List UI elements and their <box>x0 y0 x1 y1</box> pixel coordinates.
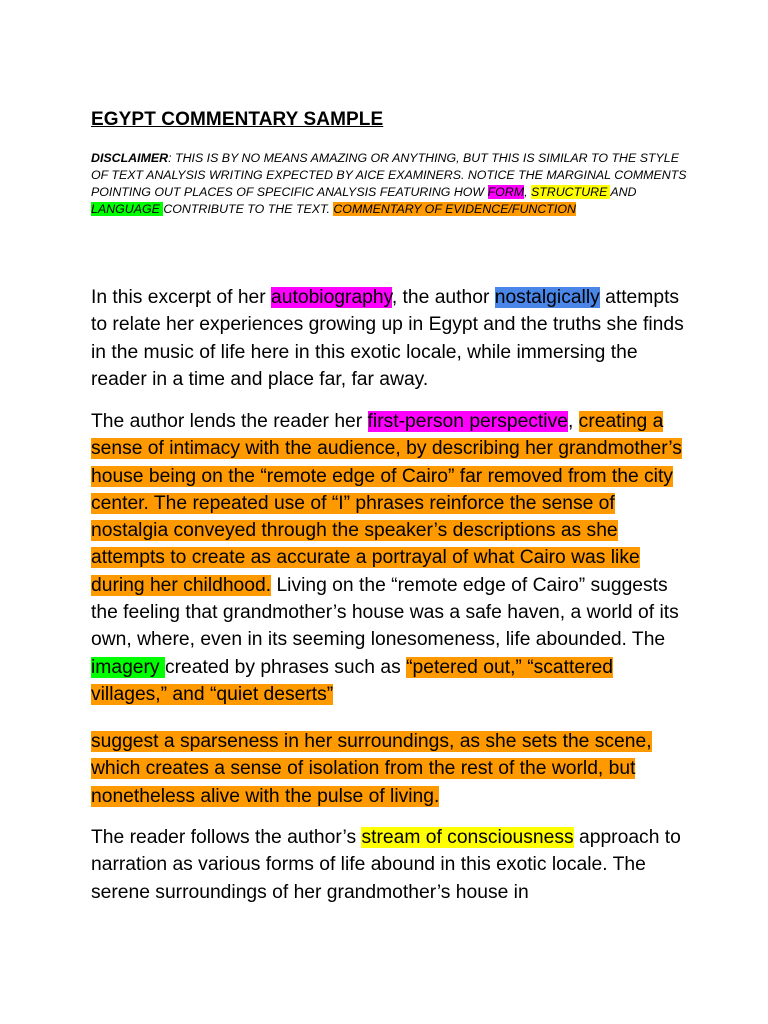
p2-text-a: The author lends the reader her <box>91 411 368 432</box>
disclaimer-text: : THIS IS BY NO MEANS AMAZING OR ANYTHING, BUT THIS IS SIMILAR TO THE STYLE OF TEXT ANALYSIS WRITING EXPECTED BY AICE EXAMINERS. NOTICE THE MARGINAL COMMENTS POINTING OUT PLACES OF SPECIFIC ANALYSIS FEATURING HOW <box>91 151 687 199</box>
p1-text-c: attempts to relate her experiences growing up in Egypt and the truths she finds in the music of life here in this exotic locale, while immersing the reader in a time and place far, far away. <box>91 287 684 390</box>
disclaimer-text-2: CONTRIBUTE TO THE TEXT. <box>163 202 334 216</box>
p2-text-b: , <box>567 411 579 432</box>
highlight-stream: stream of consciousness <box>361 827 574 848</box>
paragraph-4 <box>91 824 691 906</box>
highlight-form: FORM <box>487 185 525 199</box>
p2-text-d: created by phrases such as <box>164 656 407 678</box>
paragraph-2 <box>91 408 691 708</box>
highlight-quotes: “petered out,” “scattered villages,” and “quiet deserts” <box>91 656 613 705</box>
p2-text-c: Living on the “remote edge of Cairo” suggests the feeling that grandmother’s house was a safe haven, a world of its own, where, even in its seeming lonesomeness, life abounded. The <box>91 574 679 651</box>
p4-text-b: approach to narration as various forms of life abound in this exotic locale. The serene surroundings of her grandmother’s house in <box>91 827 681 903</box>
p4-text-a: The reader follows the author’s <box>91 827 362 848</box>
p1-text-b: , the author <box>391 287 495 308</box>
highlight-perspective: first-person perspective <box>367 411 568 432</box>
disclaimer-sep: , <box>524 185 531 199</box>
highlight-imagery: imagery <box>91 656 165 678</box>
highlight-autobiography: autobiography <box>271 287 392 308</box>
paragraph-1 <box>91 284 691 393</box>
highlight-commentary: COMMENTARY OF EVIDENCE/FUNCTION <box>333 202 576 216</box>
disclaimer-lead: DISCLAIMER <box>91 151 169 165</box>
p1-text-a: In this excerpt of her <box>91 287 272 308</box>
highlight-structure: STRUCTURE <box>530 185 611 199</box>
highlight-nostalgically: nostalgically <box>494 287 600 308</box>
page-title: EGYPT COMMENTARY SAMPLE <box>91 109 384 130</box>
highlight-commentary-p2: creating a sense of intimacy with the audience, by describing her grandmother’s house being on the “remote edge of Cairo” far removed from the city center. The repeated use of “I” phrases reinforce the sense of nostalgia conveyed through the speaker’s descriptions as she attempts to create as accurate a portrayal of what Cairo was like during her childhood. <box>91 411 682 596</box>
paragraph-3 <box>91 728 691 810</box>
disclaimer <box>91 150 691 218</box>
highlight-language: LANGUAGE <box>91 202 164 216</box>
highlight-commentary-p3: suggest a sparseness in her surroundings, as she sets the scene, which creates a sense of isolation from the rest of the world, but nonetheless alive with the pulse of living. <box>91 731 652 807</box>
disclaimer-and: AND <box>610 185 637 199</box>
